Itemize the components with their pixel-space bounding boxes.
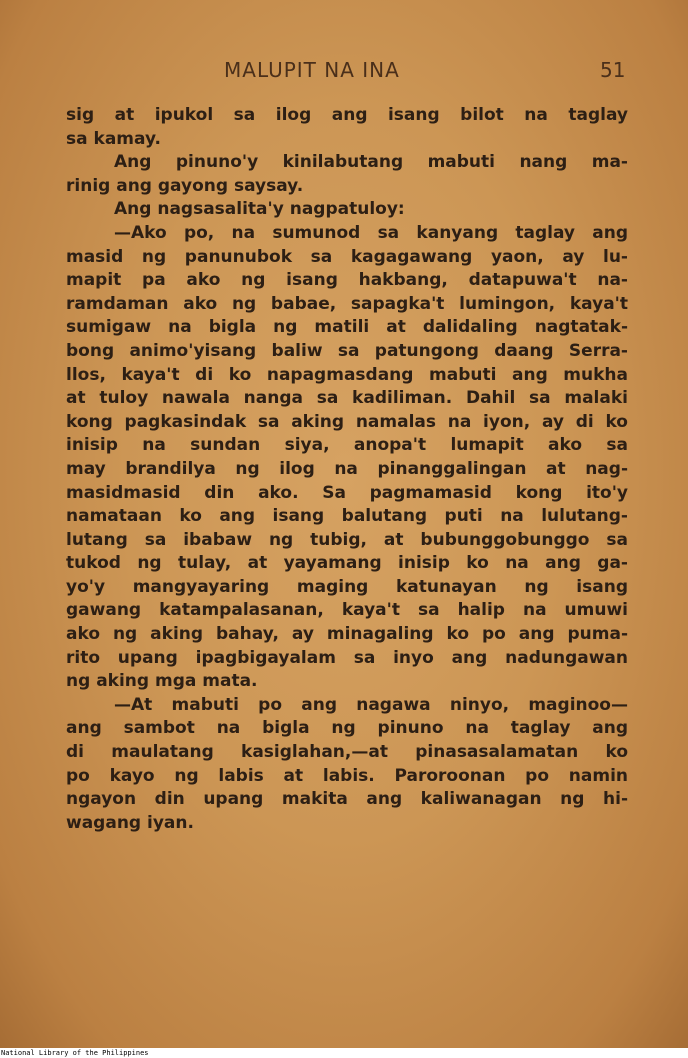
text-line: sig at ipukol sa ilog ang isang bilot na taglay [66, 105, 628, 125]
text-line: sumigaw na bigla ng matili at dalidaling nagtatak- [66, 317, 628, 338]
text-line: Ang nagsasalita'y nagpatuloy: [114, 199, 405, 220]
text-line: ngayon din upang makita ang kaliwanagan ng hi- [66, 789, 628, 810]
text-line: masid ng panunubok sa kagagawang yaon, ay lu- [66, 246, 628, 267]
text-line: ang sambot na bigla ng pinuno na taglay ang [66, 718, 628, 739]
page-number: 51 [600, 58, 626, 82]
text-line: llos, kaya't di ko napagmasdang mabuti ang mukha [66, 364, 628, 385]
text-line: ng aking mga mata. [66, 671, 258, 692]
text-line: namataan ko ang isang balutang puti na lulutang- [66, 506, 628, 527]
text-line: gawang katampalasanan, kaya't sa halip na umuwi [66, 600, 628, 621]
text-line: masidmasid din ako. Sa pagmamasid kong ito'y [66, 482, 628, 503]
text-line: sa kamay. [66, 128, 161, 149]
text-line: may brandilya ng ilog na pinanggalingan at nag- [66, 458, 628, 479]
page-header [0, 58, 688, 86]
text-line: di maulatang kasiglahan,—at pinasasalamatan ko [66, 742, 628, 763]
text-line: —Ako po, na sumunod sa kanyang taglay ang [114, 222, 628, 243]
text-line: at tuloy nawala nanga sa kadiliman. Dahil sa malaki [66, 388, 628, 409]
text-line: rinig ang gayong saysay. [66, 175, 304, 196]
text-line: rito upang ipagbigayalam sa inyo ang nadungawan [66, 647, 628, 668]
text-line: yo'y mangyayaring maging katunayan ng isang [66, 576, 628, 597]
text-line: lutang sa ibabaw ng tubig, at bubunggobunggo sa [66, 529, 628, 550]
footer [0, 1048, 688, 1058]
text-line: Ang pinuno'y kinilabutang mabuti nang ma- [114, 152, 628, 173]
text-line: —At mabuti po ang nagawa ninyo, maginoo— [114, 694, 628, 715]
text-line: bong animo'yisang baliw sa patungong daang Serra- [66, 340, 628, 361]
text-line: kong pagkasindak sa aking namalas na iyon, ay di ko [66, 411, 628, 432]
text-line: ramdaman ako ng babae, sapagka't lumingon, kaya't [66, 293, 628, 314]
text-line: po kayo ng labis at labis. Paroroonan po namin [66, 765, 628, 786]
text-line: inisip na sundan siya, anopa't lumapit ako sa [66, 435, 628, 456]
text-line: mapit pa ako ng isang hakbang, datapuwa't na- [66, 270, 628, 291]
body-text [66, 104, 628, 835]
text-line: tukod ng tulay, at yayamang inisip ko na ang ga- [66, 553, 628, 574]
text-line: wagang iyan. [66, 812, 194, 833]
library-credit: National Library of the Philippines [1, 1049, 149, 1057]
running-head: MALUPIT NA INA [224, 58, 400, 82]
text-line: ako ng aking bahay, ay minagaling ko po ang puma- [66, 624, 628, 645]
